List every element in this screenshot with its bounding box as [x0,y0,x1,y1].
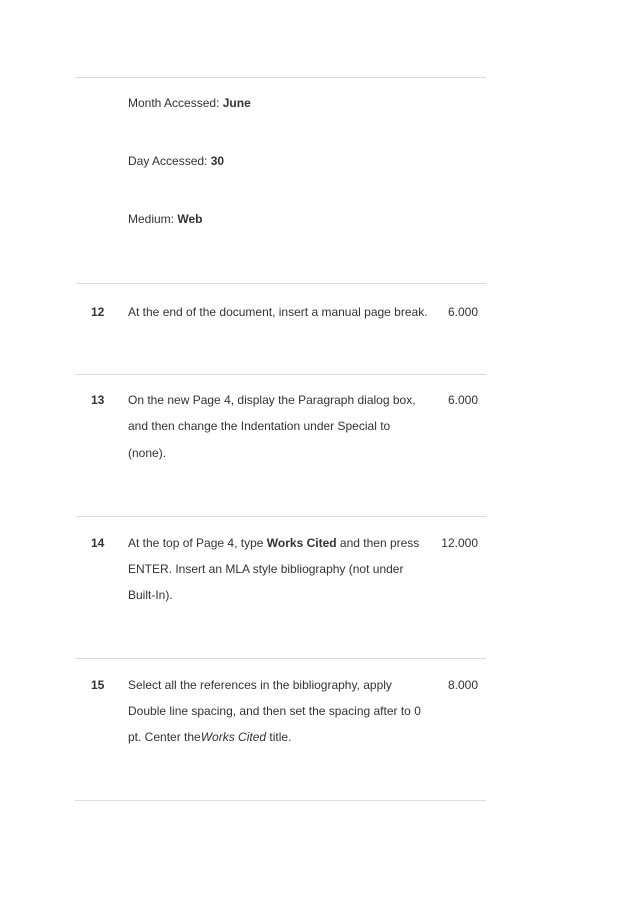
row-divider [75,77,486,78]
step-points: 8.000 [447,678,478,692]
step-description-line [128,536,419,550]
day-accessed-label: Day Accessed: [128,154,208,168]
step-description-line: and then change the Indentation under Special to [128,419,391,433]
month-accessed-label: Month Accessed: [128,96,220,110]
step-text: pt. Center the [128,730,201,744]
step-description-line: Built-In). [128,588,173,602]
step-number: 12 [91,305,105,319]
step-points: 12.000 [441,536,478,550]
step-number: 14 [91,536,105,550]
row-divider [75,283,486,284]
step-number: 13 [91,393,105,407]
day-accessed-value: 30 [210,154,225,168]
day-accessed-line [128,154,224,168]
step-points: 6.000 [447,305,478,319]
step-description-line: (none). [128,446,167,460]
step-description: At the end of the document, insert a manual page break. [128,305,428,319]
month-accessed-value: June [222,96,251,110]
month-accessed-line [128,96,251,110]
step-description-line [128,730,291,744]
medium-label: Medium: [128,212,175,226]
row-divider [75,800,486,801]
row-divider [75,658,486,659]
step-description-line: Double line spacing, and then set the spacing after to 0 [128,704,421,718]
medium-value: Web [177,212,203,226]
step-text: At the top of Page 4, type [128,536,264,550]
step-number: 15 [91,678,105,692]
medium-line [128,212,202,226]
step-description-line: On the new Page 4, display the Paragraph dialog box, [128,393,416,407]
step-description-line: ENTER. Insert an MLA style bibliography (not under [128,562,404,576]
row-divider [75,374,486,375]
step-description-line: Select all the references in the bibliography, apply [128,678,392,692]
step-text-bold: Works Cited [266,536,337,550]
step-text: title. [269,730,292,744]
step-text: and then press [339,536,420,550]
step-text-italic: Works Cited [200,730,267,744]
row-divider [75,516,486,517]
step-points: 6.000 [447,393,478,407]
